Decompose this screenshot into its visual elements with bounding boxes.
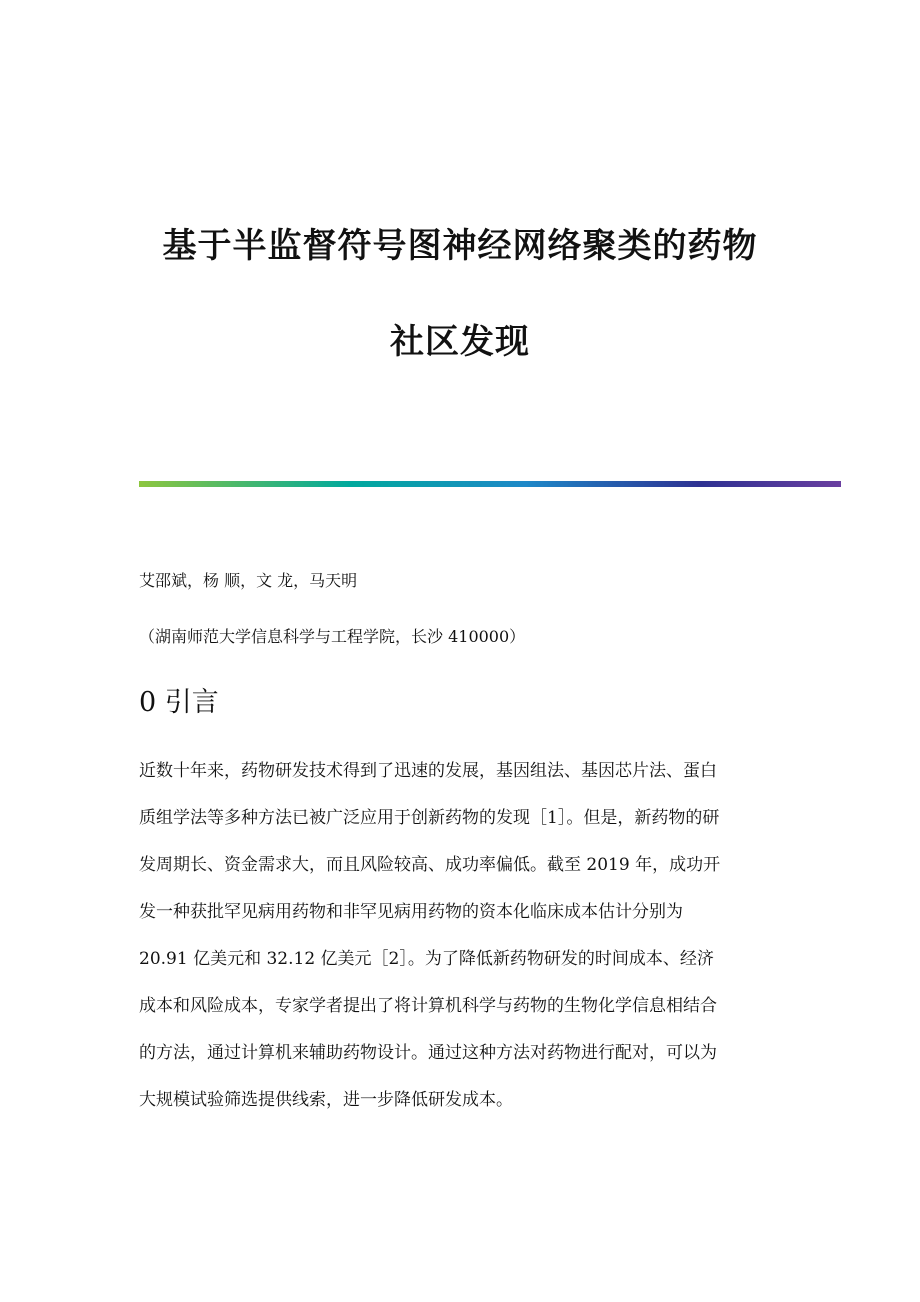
paragraph-line: 20.91 亿美元和 32.12 亿美元［2］。为了降低新药物研发的时间成本、经济	[139, 949, 714, 969]
paragraph-line: 发周期长、资金需求大，而且风险较高、成功率偏低。截至 2019 年，成功开	[139, 855, 721, 875]
title-divider	[139, 481, 841, 487]
paragraph-line: 大规模试验筛选提供线索，进一步降低研发成本。	[139, 1090, 513, 1110]
section-heading-introduction: 0 引言	[139, 687, 219, 718]
author-list: 艾邵斌，杨 顺，文 龙，马天明	[139, 571, 358, 590]
paragraph-line: 质组学法等多种方法已被广泛应用于创新药物的发现［1］。但是，新药物的研	[139, 808, 720, 828]
paper-title-line-2: 社区发现	[390, 322, 530, 362]
paper-title-line-1: 基于半监督符号图神经网络聚类的药物	[162, 226, 758, 266]
introduction-paragraph	[139, 756, 789, 1132]
paragraph-line: 的方法，通过计算机来辅助药物设计。通过这种方法对药物进行配对，可以为	[139, 1043, 717, 1063]
author-affiliation: （湖南师范大学信息科学与工程学院，长沙 410000）	[139, 627, 526, 646]
paragraph-line: 成本和风险成本，专家学者提出了将计算机科学与药物的生物化学信息相结合	[139, 996, 717, 1016]
paragraph-line: 发一种获批罕见病用药物和非罕见病用药物的资本化临床成本估计分别为	[139, 902, 683, 922]
paragraph-line: 近数十年来，药物研发技术得到了迅速的发展，基因组法、基因芯片法、蛋白	[139, 761, 717, 781]
